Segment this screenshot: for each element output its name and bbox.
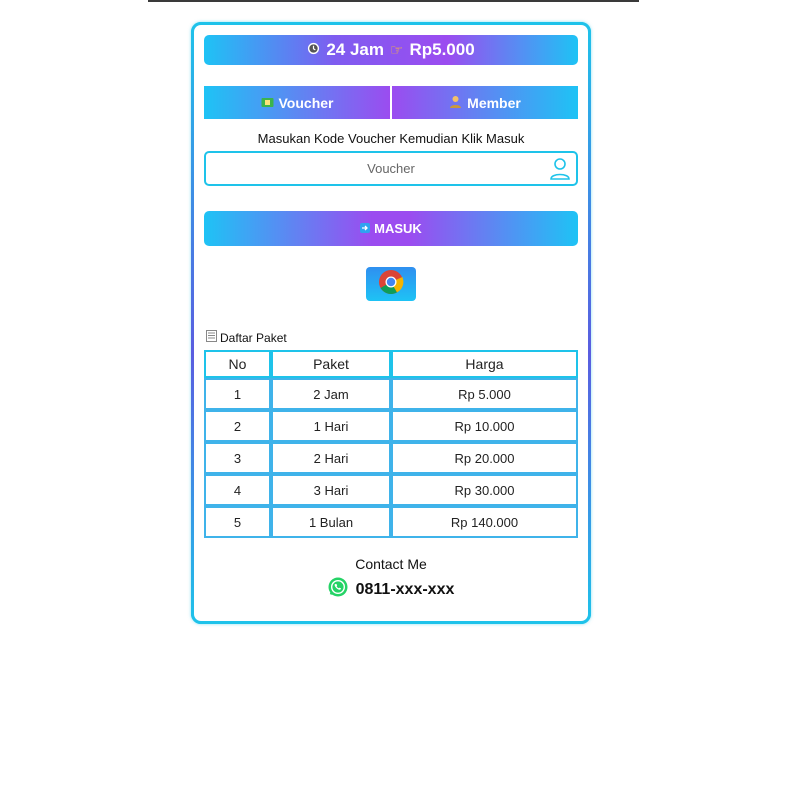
- row-harga: Rp 20.000: [391, 442, 578, 474]
- list-icon: [206, 330, 217, 345]
- row-paket: 1 Bulan: [271, 506, 391, 538]
- table-header-row: [204, 350, 578, 378]
- row-paket: 3 Hari: [271, 474, 391, 506]
- row-no: 5: [204, 506, 271, 538]
- voucher-input[interactable]: [206, 153, 576, 184]
- row-harga: Rp 30.000: [391, 474, 578, 506]
- row-no: 2: [204, 410, 271, 442]
- chrome-icon: [378, 269, 404, 300]
- header-harga: Harga: [391, 350, 578, 378]
- login-button-label: MASUK: [374, 221, 422, 236]
- user-icon: [548, 156, 572, 180]
- tab-voucher-label: Voucher: [278, 94, 334, 111]
- pointing-hand-icon: ☞: [390, 42, 404, 59]
- contact-label: Contact Me: [355, 556, 427, 572]
- table-row: [204, 442, 578, 474]
- whatsapp-icon: [328, 577, 348, 602]
- banner-price: Rp5.000: [409, 40, 475, 59]
- table-row: [204, 474, 578, 506]
- header-no: No: [204, 350, 271, 378]
- tab-member[interactable]: [390, 86, 578, 119]
- chrome-button[interactable]: [366, 267, 416, 301]
- ticket-icon: [261, 95, 274, 111]
- row-paket: 1 Hari: [271, 410, 391, 442]
- table-row: [204, 378, 578, 410]
- price-banner: [204, 35, 578, 65]
- instruction-text: Masukan Kode Voucher Kemudian Klik Masuk: [257, 131, 525, 146]
- header-paket: Paket: [271, 350, 391, 378]
- top-divider: [148, 0, 639, 2]
- row-harga: Rp 5.000: [391, 378, 578, 410]
- package-table: [204, 350, 578, 538]
- contact-phone[interactable]: 0811-xxx-xxx: [194, 577, 588, 602]
- table-row: [204, 506, 578, 538]
- row-no: 1: [204, 378, 271, 410]
- row-harga: Rp 10.000: [391, 410, 578, 442]
- row-paket: 2 Hari: [271, 442, 391, 474]
- person-icon: [449, 95, 462, 111]
- voucher-field: [204, 151, 578, 186]
- row-no: 4: [204, 474, 271, 506]
- login-tabs: [204, 86, 578, 119]
- package-list-title: Daftar Paket: [206, 330, 287, 345]
- tab-voucher[interactable]: [204, 86, 390, 119]
- table-row: [204, 410, 578, 442]
- tab-member-label: Member: [467, 94, 521, 111]
- login-button[interactable]: [204, 211, 578, 246]
- login-card: [191, 22, 591, 624]
- row-paket: 2 Jam: [271, 378, 391, 410]
- row-no: 3: [204, 442, 271, 474]
- row-harga: Rp 140.000: [391, 506, 578, 538]
- clock-icon: [307, 40, 320, 60]
- banner-duration: 24 Jam: [326, 40, 384, 59]
- arrow-right-icon: [360, 221, 370, 236]
